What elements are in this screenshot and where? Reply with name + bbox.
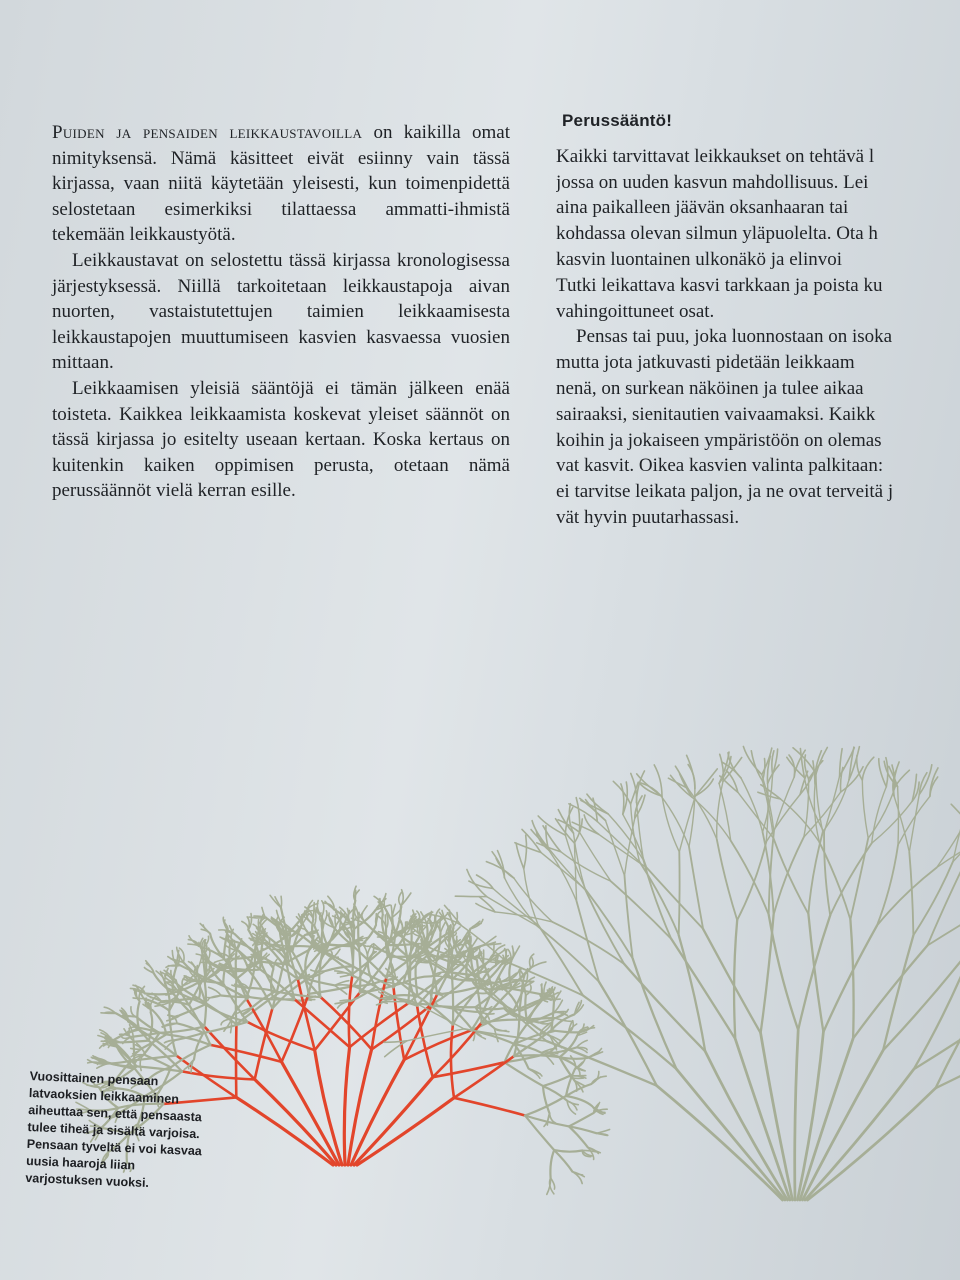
twig: [862, 757, 874, 780]
twig: [576, 1040, 587, 1047]
twig: [695, 769, 717, 796]
new-growth-branch: [640, 862, 679, 936]
new-growth-branch: [137, 1001, 139, 1029]
new-growth-branch: [358, 919, 359, 947]
rule-text-line: Pensas tai puu, joka luonnostaan on isoka: [576, 326, 893, 348]
rule-text-line: kasvin luontainen ulkonäkö ja elinvoi: [556, 248, 843, 270]
twig: [133, 998, 144, 999]
new-growth-branch: [850, 920, 853, 1039]
paragraph-1-body: on kaikilla omat nimityksensä. Nämä käsitteet eivät esiinny vain tässä kirjassa, vaan niitä käytetään yleisesti, kun toimenpidettä selostetaan esimerkiksi tilattaessa ammatti-ihmistä tekemään leikkaustyötä.: [52, 122, 510, 246]
new-growth-branch: [679, 935, 706, 1051]
new-growth-branch: [657, 1086, 783, 1200]
new-growth-branch: [735, 1039, 790, 1200]
new-growth-branch: [671, 939, 735, 1039]
new-growth-branch: [909, 852, 913, 935]
twig: [726, 770, 738, 792]
old-wood-branch: [210, 1045, 281, 1062]
new-growth-branch: [688, 789, 717, 840]
twig: [687, 755, 695, 788]
twig: [895, 770, 909, 786]
twig: [441, 923, 446, 933]
twig: [209, 987, 221, 995]
new-growth-branch: [561, 852, 611, 882]
new-growth-branch: [894, 796, 909, 852]
new-growth-branch: [569, 1113, 594, 1127]
new-growth-branch: [389, 995, 417, 997]
caption-line: tulee tiheä ja sisältä varjoisa.: [27, 1119, 200, 1142]
new-growth-branch: [551, 1002, 554, 1030]
new-growth-branch: [862, 780, 868, 838]
twig: [340, 975, 350, 977]
rule-text-line: mutta jota jatkuvasti pidetään leikkaam: [556, 352, 855, 374]
twig: [576, 798, 579, 833]
old-wood-branch: [247, 1022, 314, 1050]
twig: [631, 773, 637, 802]
twig: [572, 1172, 582, 1175]
old-wood-branch: [451, 1025, 454, 1098]
twig: [340, 1000, 352, 1001]
new-growth-branch: [679, 852, 680, 935]
twig: [551, 1178, 555, 1189]
new-growth-branch: [288, 946, 316, 947]
paragraph-2: Leikkaustavat on selostettu tässä kirjassa kronologisessa järjestyksessä. Niillä tarkoitetaan leikkaustapoja aivan nuorten, vastaistutettujen taimien leikkaamisesta leikkaustapojen muuttumiseen kasvien kasvaessa vuosien mittaan.: [52, 249, 510, 374]
new-growth-branch: [936, 984, 960, 1088]
rule-text-line: kohdassa olevan silmun yläpuolelta. Ota h: [556, 223, 878, 245]
new-growth-branch: [868, 787, 895, 839]
rule-text-line: nenä, on surkean näköinen ja tulee aikaa: [556, 377, 864, 399]
new-growth-branch: [913, 862, 952, 935]
twig: [281, 896, 282, 907]
rule-text-line: vat kasvit. Oikea kasvien valinta palkitaan:: [556, 455, 884, 477]
twig: [168, 965, 180, 966]
new-growth-branch: [703, 929, 761, 1033]
paragraph-3: Leikkaamisen yleisiä sääntöjä ei tämän jälkeen enää toisteta. Kaikkea leikkaamista koskevat yleiset säännöt on tässä kirjassa jo esitelty useaan kertaan. Koska kertaus on kuitenkin kaiken oppimisen perusta, otetaan nämä perussäännöt vielä kerran esille.: [52, 377, 510, 502]
rule-text-line: Kaikki tarvittavat leikkaukset on tehtävä l: [556, 145, 875, 167]
twig: [242, 921, 249, 929]
new-growth-branch: [194, 1033, 203, 1060]
old-wood-branch: [454, 1056, 514, 1098]
new-growth-branch: [798, 1032, 824, 1200]
new-growth-branch: [717, 781, 723, 839]
new-growth-branch: [543, 1076, 569, 1086]
twig: [516, 843, 524, 869]
new-growth-branch: [717, 839, 737, 920]
twig: [101, 1013, 116, 1014]
old-wood-branch: [454, 1098, 525, 1116]
twig: [572, 822, 599, 834]
new-growth-branch: [543, 1086, 549, 1113]
old-wood-branch: [351, 1060, 404, 1165]
new-growth-branch: [624, 964, 705, 1051]
new-growth-branch: [554, 1150, 572, 1172]
twig: [467, 870, 487, 897]
new-growth-branch: [914, 1004, 960, 1069]
twig: [526, 985, 531, 995]
new-growth-branch: [452, 979, 453, 1024]
rule-text-line: sairaaksi, sienitautien vaivaamaksi. Kaikk: [556, 403, 876, 425]
new-growth-branch: [599, 982, 657, 1086]
new-growth-branch: [509, 961, 512, 989]
new-growth-branch: [734, 920, 737, 1039]
twig: [384, 894, 386, 908]
new-growth-branch: [551, 1030, 579, 1032]
rule-text-line: Tutki leikattava kasvi tarkkaan ja poista ku: [556, 274, 883, 296]
twig: [751, 751, 762, 781]
new-growth-branch: [537, 926, 599, 982]
twig: [587, 794, 608, 814]
rule-heading: Perussääntö!: [562, 111, 673, 130]
new-growth-branch: [550, 1150, 554, 1178]
twig: [172, 951, 176, 966]
new-growth-branch: [872, 787, 887, 843]
new-growth-branch: [808, 914, 823, 1032]
paragraph-1-lead: Puiden ja pensaiden leikkaustavoilla: [52, 122, 363, 143]
shrub-natural-illustration: [381, 747, 960, 1201]
caption-line: Vuosittainen pensaan: [29, 1068, 159, 1089]
new-growth-branch: [774, 838, 809, 914]
new-growth-branch: [850, 838, 868, 919]
caption-line: uusia haaroja liian: [25, 1153, 136, 1173]
new-growth-branch: [808, 1088, 936, 1200]
twig: [249, 917, 265, 918]
twig: [129, 1027, 139, 1028]
new-growth-branch: [203, 1022, 247, 1033]
new-growth-branch: [819, 842, 850, 919]
caption-line: Pensaan tyveltä ei voi kasvaa: [26, 1136, 203, 1159]
rule-text-line: jossa on uuden kasvun mahdollisuus. Lei: [556, 171, 869, 193]
twig: [531, 958, 534, 968]
new-growth-branch: [737, 842, 766, 920]
new-growth-branch: [824, 776, 840, 832]
new-growth-branch: [774, 777, 794, 832]
rule-text-line: aina paikalleen jäävän oksanhaaran tai: [556, 197, 849, 219]
illustration-caption: [25, 1068, 255, 1196]
new-growth-branch: [519, 998, 544, 1011]
twig: [743, 747, 761, 775]
old-wood-branch: [321, 997, 372, 1049]
rule-text-line: vät hyvin puutarhassasi.: [556, 506, 740, 528]
twig: [524, 835, 527, 869]
caption-line: latvaoksien leikkaaminen: [28, 1085, 180, 1107]
new-growth-branch: [644, 860, 672, 939]
twig: [762, 748, 772, 775]
rule-text-line: vahingoittuneet osat.: [556, 300, 715, 322]
twig: [399, 893, 402, 906]
twig: [386, 914, 388, 929]
new-growth-branch: [662, 796, 679, 852]
new-growth-branch: [824, 832, 830, 915]
twig: [311, 970, 326, 971]
new-growth-branch: [741, 778, 763, 832]
rule-text-line: ei tarvitse leikata paljon, ja ne ovat terveitä j: [556, 481, 894, 503]
new-growth-branch: [416, 968, 418, 996]
caption-line: aiheuttaa sen, että pensaasta: [27, 1102, 203, 1125]
caption-line: varjostuksen vuoksi.: [25, 1170, 150, 1191]
twig: [951, 804, 960, 822]
old-wood-branch: [344, 1047, 349, 1165]
new-growth-branch: [898, 787, 899, 845]
twig: [134, 1055, 146, 1056]
new-growth-branch: [661, 796, 689, 847]
new-growth-branch: [795, 1030, 798, 1200]
twig: [122, 1037, 132, 1038]
new-growth-branch: [560, 1057, 588, 1059]
new-growth-branch: [611, 881, 671, 939]
new-growth-branch: [554, 1150, 582, 1152]
new-growth-branch: [599, 834, 647, 867]
rule-text-line: koihin ja jokaiseen ympäristöön on olemas: [556, 429, 882, 451]
new-growth-branch: [780, 799, 819, 842]
